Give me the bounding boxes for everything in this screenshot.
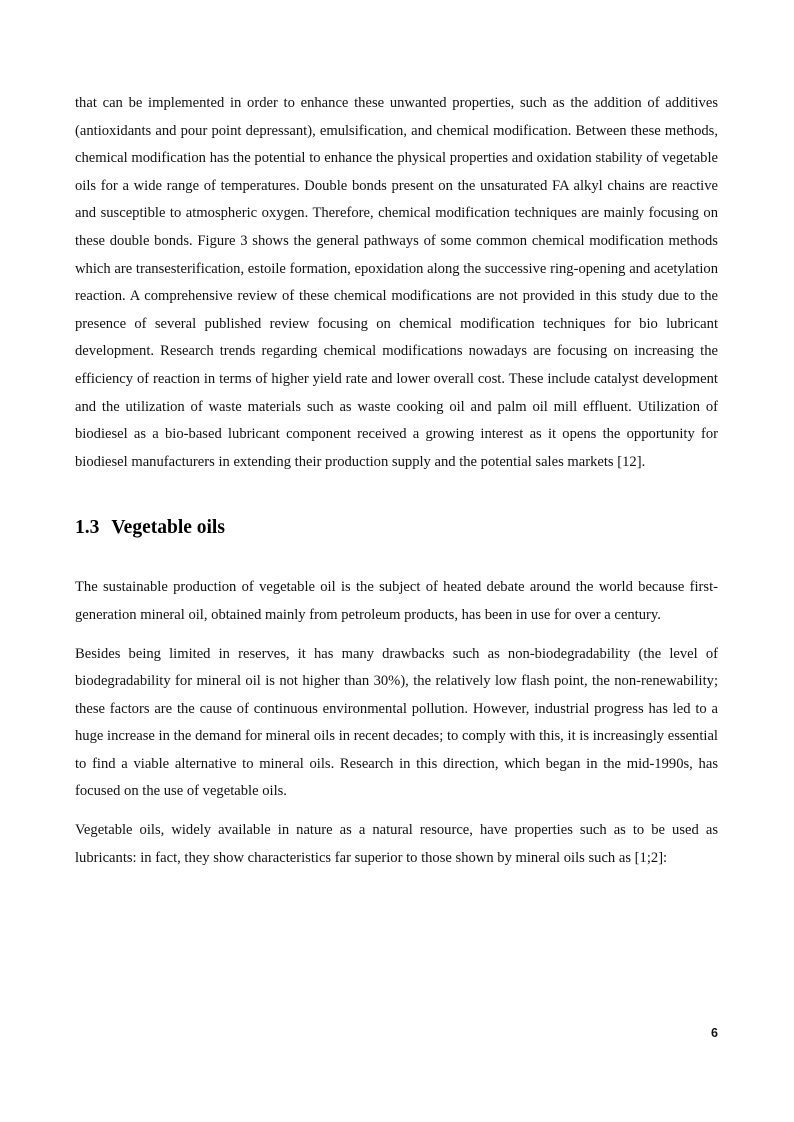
document-page	[75, 90, 718, 872]
paragraph-vegetable-oils-properties: Vegetable oils, widely available in nature as a natural resource, have properties such as to be used as lubricants: in fact, they show characteristics far superior to those shown by mineral oils such as [1;2]:	[75, 822, 718, 866]
paragraph-chemical-modification: that can be implemented in order to enhance these unwanted properties, such as the addition of additives (antioxidants and pour point depressant), emulsification, and chemical modification. Between these methods, chemical modification has the potential to enhance the physical properties and oxidation stability of vegetable oils for a wide range of temperatures. Double bonds present on the unsaturated FA alkyl chains are reactive and susceptible to atmospheric oxygen. Therefore, chemical modification techniques are mainly focusing on these double bonds. Figure 3 shows the general pathways of some common chemical modification methods which are transesterification, estoile formation, epoxidation along the successive ring-opening and acetylation reaction. A comprehensive review of these chemical modifications are not provided in this study due to the presence of several published review focusing on chemical modification techniques for bio lubricant development. Research trends regarding chemical modifications nowadays are focusing on increasing the efficiency of reaction in terms of higher yield rate and lower overall cost. These include catalyst development and the utilization of waste materials such as waste cooking oil and palm oil mill effluent. Utilization of biodiesel as a bio-based lubricant component received a growing interest as it opens the opportunity for biodiesel manufacturers in extending their production supply and the potential sales markets [12].	[75, 95, 718, 470]
paragraph-sustainable-production: The sustainable production of vegetable oil is the subject of heated debate around the world because first-generation mineral oil, obtained mainly from petroleum products, has been in use for over a century.	[75, 579, 718, 623]
section-title: Vegetable oils	[111, 517, 225, 539]
paragraph-mineral-oil-drawbacks: Besides being limited in reserves, it has many drawbacks such as non-biodegradability (the level of biodegradability for mineral oil is not higher than 30%), the relatively low flash point, the non-renewability; these factors are the cause of continuous environmental pollution. However, industrial progress has led to a huge increase in the demand for mineral oils in recent decades; to comply with this, it is increasingly essential to find a viable alternative to mineral oils. Research in this direction, which began in the mid-1990s, has focused on the use of vegetable oils.	[75, 645, 718, 800]
section-number: 1.3	[75, 517, 100, 539]
section-heading	[75, 515, 718, 541]
page-number: 6	[711, 1026, 718, 1040]
